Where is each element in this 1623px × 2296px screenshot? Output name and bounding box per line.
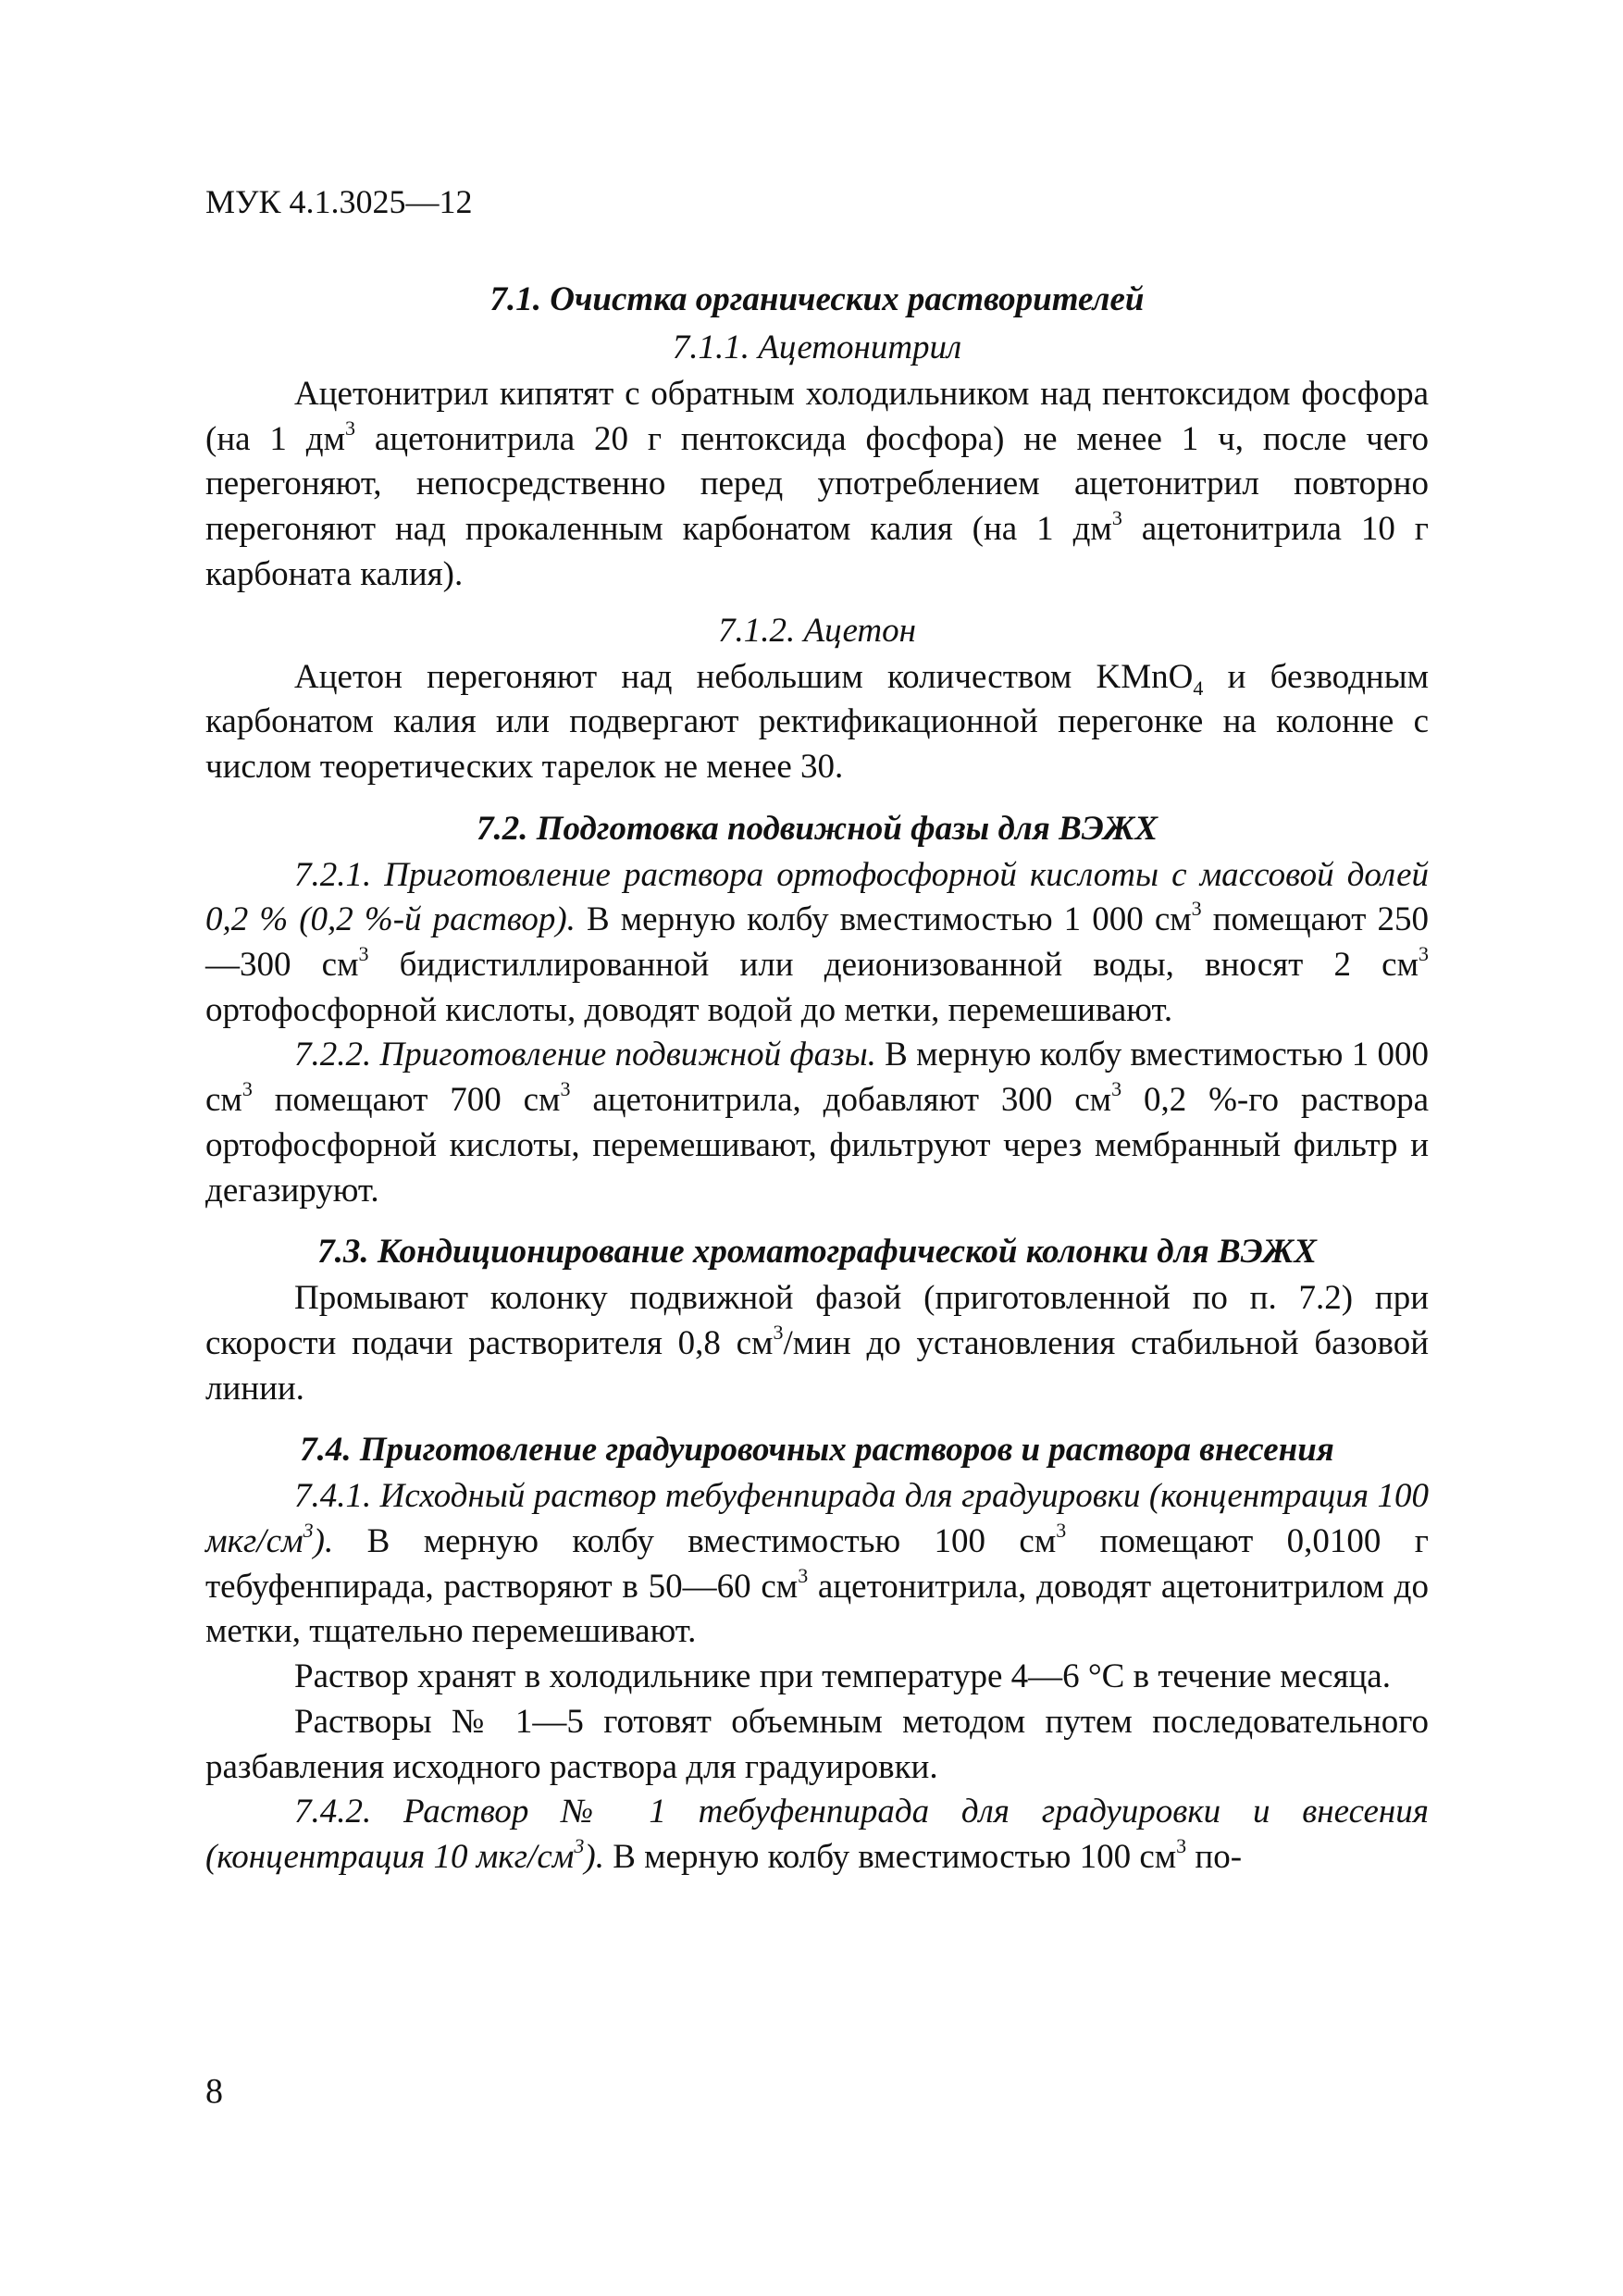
storage-paragraph: Раствор хранят в холодильнике при температуре 4—6 °С в течение месяца. [294, 1657, 1391, 1696]
document-body [205, 276, 1429, 1880]
section-7-4-1-paragraph: 7.4.1. Исходный раствор тебуфенпирада для градуировки (концентрация 100 мкг/$см^3$). В мерную колбу вместимостью 100 $см^3$ помещают 0,0100 г тебуфенпирада, растворяют в 50—60 $см^3$ ацетонитрила, доводят ацетонитрилом до метки, тщательно перемешивают. [205, 1477, 1430, 1651]
section-7-1-title: 7.1. Очистка органических растворителей [489, 280, 1145, 318]
section-7-2-1-heading: 7.2.1. Приготовление раствора ортофосфорной кислоты с массовой долей 0,2 % (0,2 %-й раствор). [205, 855, 1429, 939]
section-7-2-2-heading: 7.2.2. Приготовление подвижной фазы. [294, 1036, 876, 1074]
section-7-1-2-title: 7.1.2. Ацетон [717, 611, 917, 650]
section-7-1-2-paragraph: Ацетон перегоняют над небольшим количеством KMnO$_4$ и безводным карбонатом калия или подвергают ректификационной перегонке на колонне с числом теоретических тарелок не менее 30. [205, 657, 1429, 786]
section-7-3-title: 7.3. Кондиционирование хроматографической колонки для ВЭЖХ [317, 1233, 1317, 1272]
section-7-4-2-heading: 7.4.2. Раствор № 1 тебуфенпирада для градуировки и внесения (концентрация 10 мкг/$см^3$). [205, 1793, 1429, 1876]
page-number: 8 [205, 2072, 223, 2111]
section-7-4-2-paragraph: 7.4.2. Раствор № 1 тебуфенпирада для градуировки и внесения (концентрация 10 мкг/$см^3$). В мерную колбу вместимостью 100 $см^3$ по- [205, 1793, 1429, 1876]
section-7-1-1-paragraph: Ацетонитрил кипятят с обратным холодильником над пентоксидом фосфора (на 1 $дм^3$ ацетонитрила 20 г пентоксида фосфора) не менее 1 ч, после чего перегоняют, непосредственно перед употреблением ацетонитрил повторно перегоняют над прокаленным карбонатом калия (на 1 $дм^3$ ацетонитрила 10 г карбоната калия). [205, 375, 1429, 593]
section-7-2-1-paragraph: 7.2.1. Приготовление раствора ортофосфорной кислоты с массовой долей 0,2 % (0,2 %-й раствор). В мерную колбу вместимостью 1 000 $см^3$ помещают 250—300 $см^3$ бидистиллированной или деионизованной воды, вносят 2 $см^3$ ортофосфорной кислоты, доводят водой до метки, перемешивают. [205, 855, 1430, 1029]
section-7-2-title: 7.2. Подготовка подвижной фазы для ВЭЖХ [476, 809, 1158, 848]
document-code-header: МУК 4.1.3025—12 [205, 183, 473, 220]
section-7-1-1-title: 7.1.1. Ацетонитрил [672, 329, 962, 366]
section-7-4-title: 7.4. Приготовление градуировочных растворов и раствора внесения [300, 1431, 1334, 1470]
section-7-4-1-heading: 7.4.1. Исходный раствор тебуфенпирада для градуировки (концентрация 100 мкг/$см^3$). [205, 1477, 1429, 1561]
section-7-3-paragraph: Промывают колонку подвижной фазой (приготовленной по п. 7.2) при скорости подачи растворителя 0,8 $см^3$/мин до установления стабильной базовой линии. [205, 1279, 1430, 1408]
dilution-paragraph: Растворы № 1—5 готовят объемным методом путем последовательного разбавления исходного раствора для градуировки. [205, 1702, 1429, 1786]
section-7-2-2-paragraph: 7.2.2. Приготовление подвижной фазы. В мерную колбу вместимостью 1 000 $см^3$ помещают 700 $см^3$ ацетонитрила, добавляют 300 $см^3$ 0,2 %-го раствора ортофосфорной кислоты, перемешивают, фильтруют через мембранный фильтр и дегазируют. [205, 1036, 1429, 1210]
